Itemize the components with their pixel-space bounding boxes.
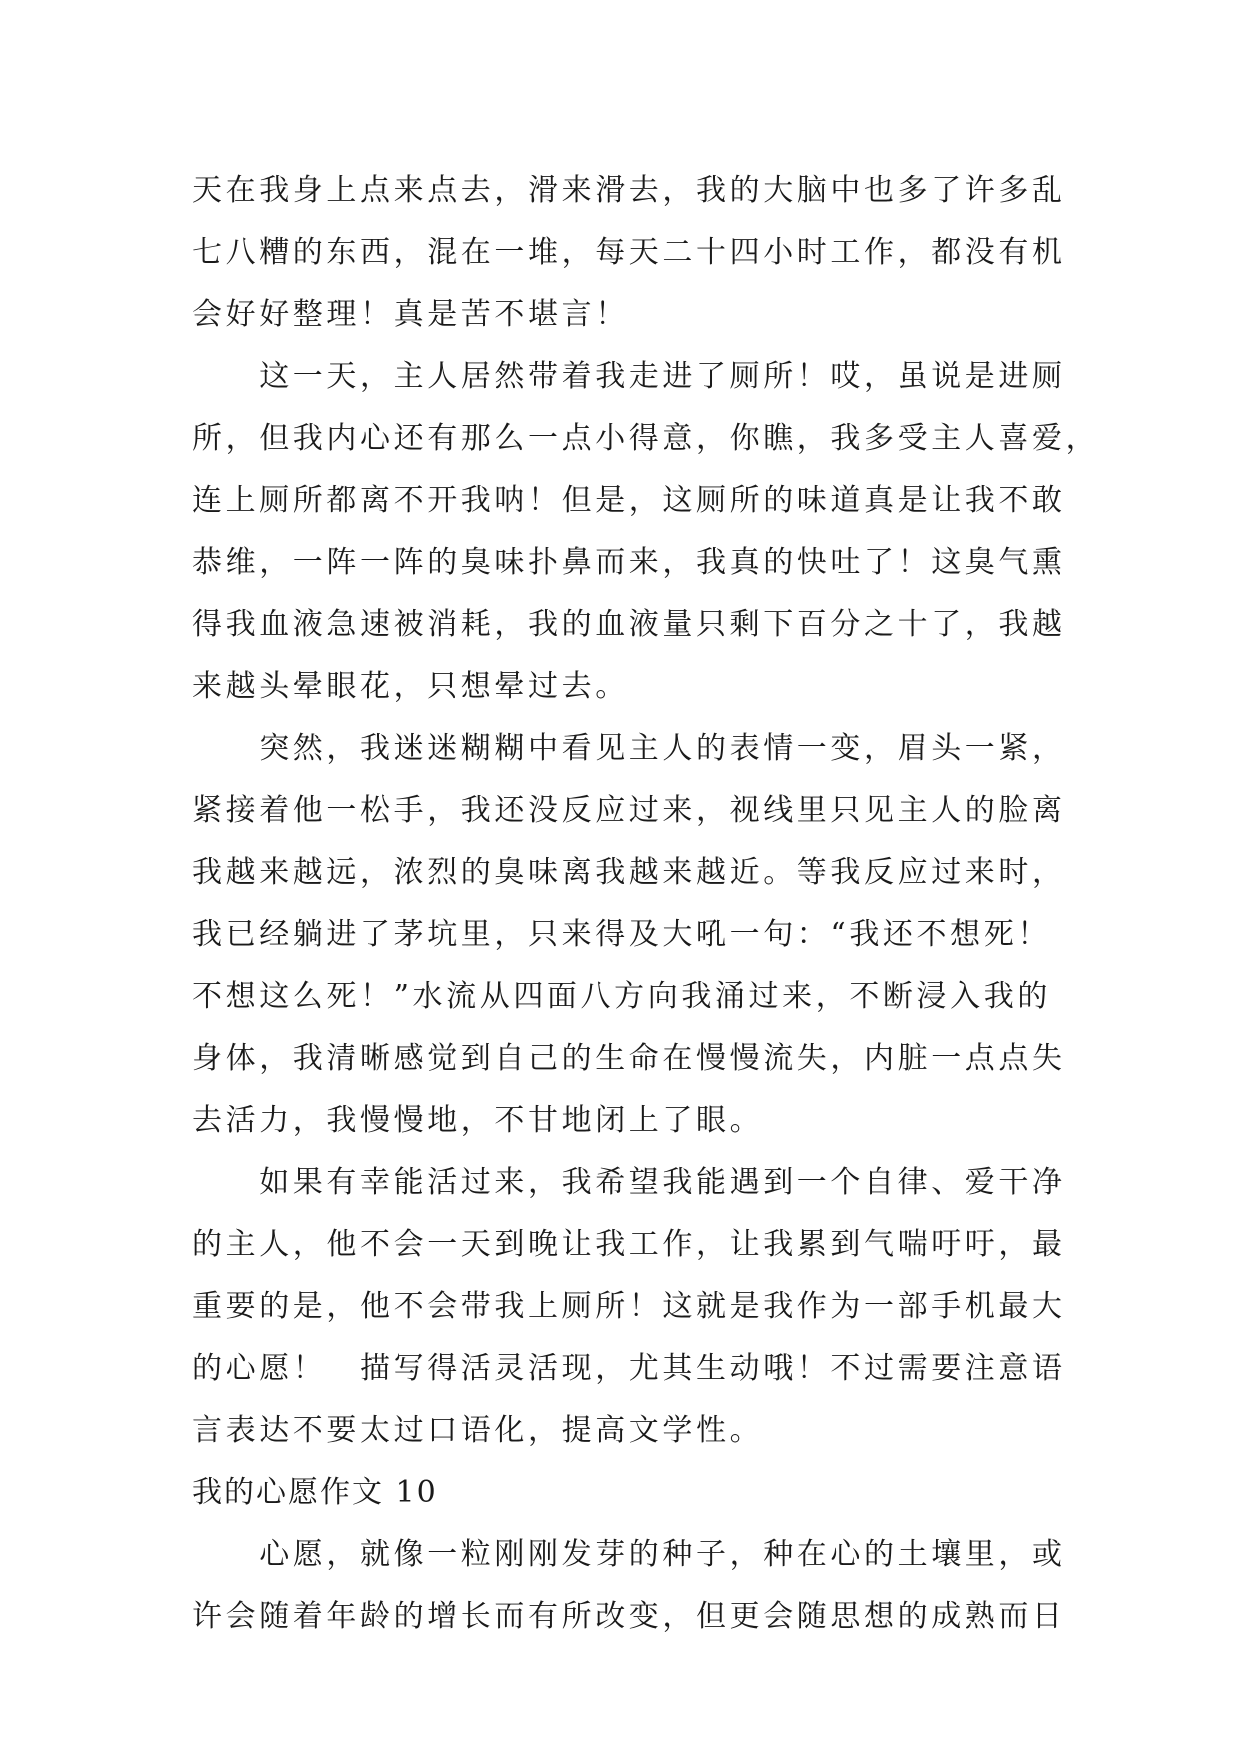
text-line: 去活力，我慢慢地，不甘地闭上了眼。: [192, 1103, 764, 1138]
text-line: 的心愿！ 描写得活灵活现，尤其生动哦！不过需要注意语: [192, 1351, 1066, 1386]
text-line: 这一天，主人居然带着我走进了厕所！哎，虽说是进厕: [192, 359, 1066, 394]
text-line: 恭维，一阵一阵的臭味扑鼻而来，我真的快吐了！这臭气熏: [192, 545, 1066, 580]
text-line: 如果有幸能活过来，我希望我能遇到一个自律、爱干净: [192, 1165, 1066, 1200]
text-line: 身体，我清晰感觉到自己的生命在慢慢流失，内脏一点点失: [192, 1041, 1066, 1076]
text-line: 突然，我迷迷糊糊中看见主人的表情一变，眉头一紧，: [192, 731, 1066, 766]
text-line: 言表达不要太过口语化，提高文学性。: [192, 1413, 764, 1448]
text-line: 得我血液急速被消耗，我的血液量只剩下百分之十了，我越: [192, 607, 1066, 642]
text-line: 我越来越远，浓烈的臭味离我越来越近。等我反应过来时，: [192, 855, 1066, 890]
text-line: 七八糟的东西，混在一堆，每天二十四小时工作，都没有机: [192, 235, 1066, 270]
text-line: 心愿，就像一粒刚刚发芽的种子，种在心的土壤里，或: [192, 1537, 1066, 1572]
text-line: 所，但我内心还有那么一点小得意，你瞧，我多受主人喜爱，: [192, 421, 1100, 456]
text-line: 我已经躺进了茅坑里，只来得及大吼一句：“我还不想死！: [192, 917, 1051, 952]
text-line: 天在我身上点来点去，滑来滑去，我的大脑中也多了许多乱: [192, 173, 1066, 208]
text-line: 不想这么死！”水流从四面八方向我涌过来，不断浸入我的: [192, 979, 1051, 1014]
text-line: 紧接着他一松手，我还没反应过来，视线里只见主人的脸离: [192, 793, 1066, 828]
text-line: 会好好整理！真是苦不堪言！: [192, 297, 629, 332]
section-heading: 我的心愿作文 10: [192, 1475, 438, 1510]
text-line: 许会随着年龄的增长而有所改变，但更会随思想的成熟而日: [192, 1599, 1066, 1634]
text-line: 的主人，他不会一天到晚让我工作，让我累到气喘吁吁，最: [192, 1227, 1066, 1262]
text-line: 重要的是，他不会带我上厕所！这就是我作为一部手机最大: [192, 1289, 1066, 1324]
text-line: 来越头晕眼花，只想晕过去。: [192, 669, 629, 704]
document-body: [192, 160, 1100, 1648]
text-line: 连上厕所都离不开我呐！但是，这厕所的味道真是让我不敢: [192, 483, 1066, 518]
